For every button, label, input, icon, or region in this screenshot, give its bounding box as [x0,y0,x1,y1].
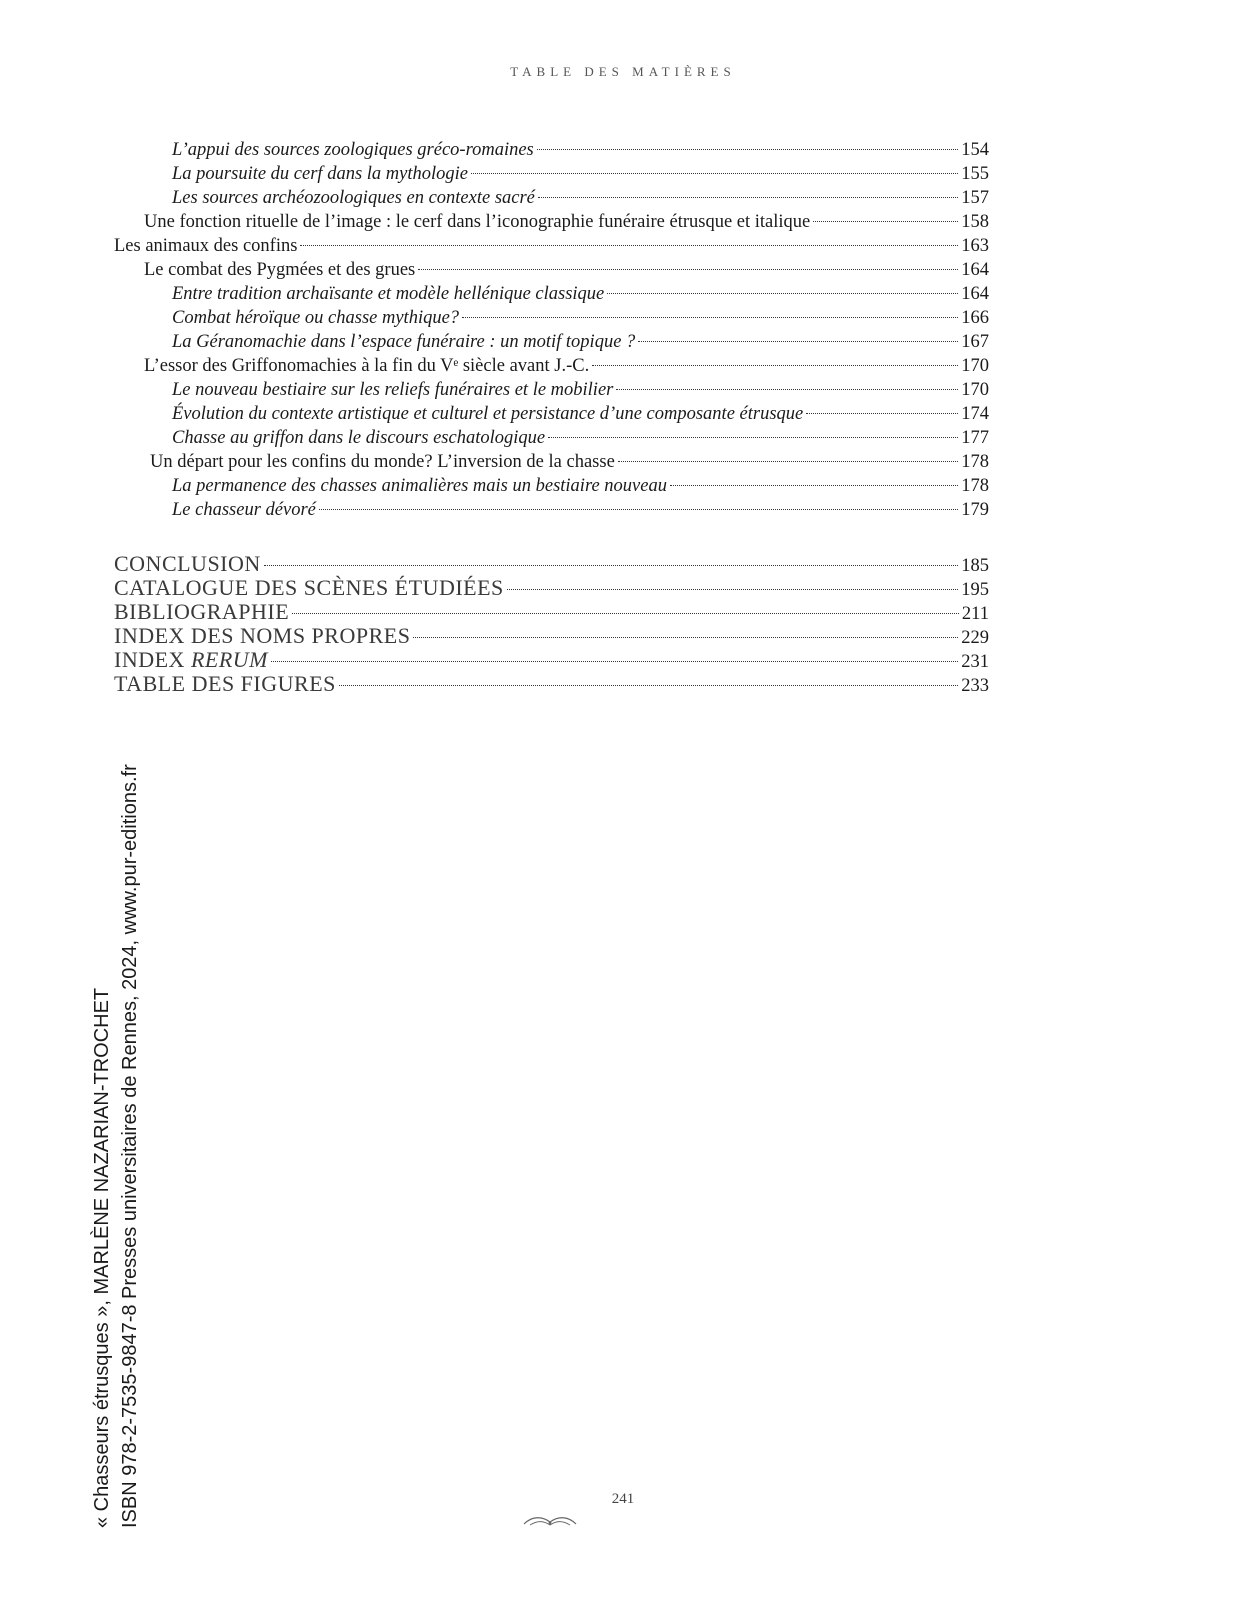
major-section-entry [114,576,989,600]
toc-entry [114,282,989,306]
toc-entry-title: L’essor des Griffonomachies à la fin du Vᵉ siècle avant J.-C. [144,356,590,376]
toc-entry-page: 157 [961,188,989,208]
major-section-page: 233 [961,676,989,696]
major-section-title: TABLE DES FIGURES [114,671,336,696]
leader-dots [418,269,958,270]
leader-dots [471,173,958,174]
toc-entry [114,474,989,498]
toc-entry-page: 166 [961,308,989,328]
toc-entry-page: 164 [961,284,989,304]
major-section-entry [114,648,989,672]
toc-entry-title: Les animaux des confins [114,236,298,256]
side-credit [88,764,144,1528]
toc-entry [114,234,989,258]
major-section-entry [114,552,989,576]
toc-entry-title: Le chasseur dévoré [172,500,316,520]
leader-dots [813,221,958,222]
major-section-page: 195 [961,580,989,600]
toc-entry-page: 179 [961,500,989,520]
toc-entry-page: 178 [961,452,989,472]
toc-entry [114,138,989,162]
leader-dots [548,437,958,438]
toc-entry-page: 177 [961,428,989,448]
toc-entry [114,498,989,522]
major-sections [114,552,989,696]
toc-entry-page: 167 [961,332,989,352]
toc-entry [114,186,989,210]
major-section-entry [114,672,989,696]
ornament-icon [520,1512,580,1530]
leader-dots [292,613,959,614]
toc-entry-title: Une fonction rituelle de l’image : le cerf dans l’iconographie funéraire étrusque et italique [144,212,811,232]
major-section-title-prefix: INDEX [114,647,191,672]
leader-dots [537,149,959,150]
leader-dots [319,509,958,510]
toc-entry-title: La poursuite du cerf dans la mythologie [172,164,468,184]
toc-entry-page: 178 [961,476,989,496]
toc-entry-title: Chasse au griffon dans le discours eschatologique [172,428,546,448]
major-section-title: BIBLIOGRAPHIE [114,599,290,624]
toc-entry [114,378,989,402]
major-section-page: 211 [961,604,989,624]
toc-entry [114,426,989,450]
toc-entry [114,162,989,186]
toc-entry-title: Un départ pour les confins du monde? L’inversion de la chasse [150,452,615,472]
toc-entry-page: 158 [961,212,989,232]
toc-entry [114,402,989,426]
toc-entry [114,306,989,330]
leader-dots [538,197,958,198]
toc-entry [114,354,989,378]
major-section-title: CATALOGUE DES SCÈNES ÉTUDIÉES [114,575,504,600]
table-of-contents [114,138,989,522]
major-section-title [114,648,268,672]
leader-dots [638,341,958,342]
toc-entry [114,450,989,474]
toc-entry-page: 155 [961,164,989,184]
leader-dots [806,413,958,414]
leader-dots [618,461,958,462]
major-section-page: 185 [961,556,989,576]
major-section-entry [114,600,989,624]
toc-entry-page: 170 [961,380,989,400]
major-section-title: INDEX DES NOMS PROPRES [114,623,411,648]
toc-entry-title: Entre tradition archaïsante et modèle hellénique classique [172,284,605,304]
toc-entry-page: 164 [961,260,989,280]
leader-dots [271,661,958,662]
toc-entry-title: Évolution du contexte artistique et culturel et persistance d’une composante étrusque [172,404,804,424]
page-number: 241 [611,1491,635,1507]
major-section-title: CONCLUSION [114,551,261,576]
toc-entry-title: Les sources archéozoologiques en contexte sacré [172,188,535,208]
leader-dots [339,685,958,686]
leader-dots [264,565,958,566]
leader-dots [670,485,958,486]
toc-entry-title: La permanence des chasses animalières mais un bestiaire nouveau [172,476,667,496]
toc-entry-page: 170 [961,356,989,376]
leader-dots [413,637,958,638]
running-head: TABLE DES MATIÈRES [510,64,736,79]
toc-entry-page: 174 [961,404,989,424]
major-section-page: 229 [961,628,989,648]
major-section-entry [114,624,989,648]
toc-entry [114,210,989,234]
leader-dots [507,589,958,590]
toc-entry-title: L’appui des sources zoologiques gréco-romaines [172,140,534,160]
side-credit-line-2: ISBN 978-2-7535-9847-8 Presses universitaires de Rennes, 2024, www.pur-editions.fr [119,764,141,1528]
leader-dots [607,293,958,294]
toc-entry-page: 163 [961,236,989,256]
toc-entry [114,330,989,354]
toc-entry [114,258,989,282]
leader-dots [616,389,958,390]
toc-entry-title: Combat héroïque ou chasse mythique? [172,308,460,328]
major-section-title-italic: RERUM [190,647,268,672]
toc-entry-title: Le combat des Pygmées et des grues [144,260,416,280]
toc-entry-title: Le nouveau bestiaire sur les reliefs funéraires et le mobilier [172,380,614,400]
side-credit-line-1: « Chasseurs étrusques », MARLÈNE NAZARIAN-TROCHET [91,987,113,1528]
leader-dots [300,245,958,246]
major-section-page: 231 [961,652,989,672]
leader-dots [462,317,958,318]
toc-entry-title: La Géranomachie dans l’espace funéraire : un motif topique ? [172,332,636,352]
leader-dots [592,365,958,366]
toc-entry-page: 154 [961,140,989,160]
